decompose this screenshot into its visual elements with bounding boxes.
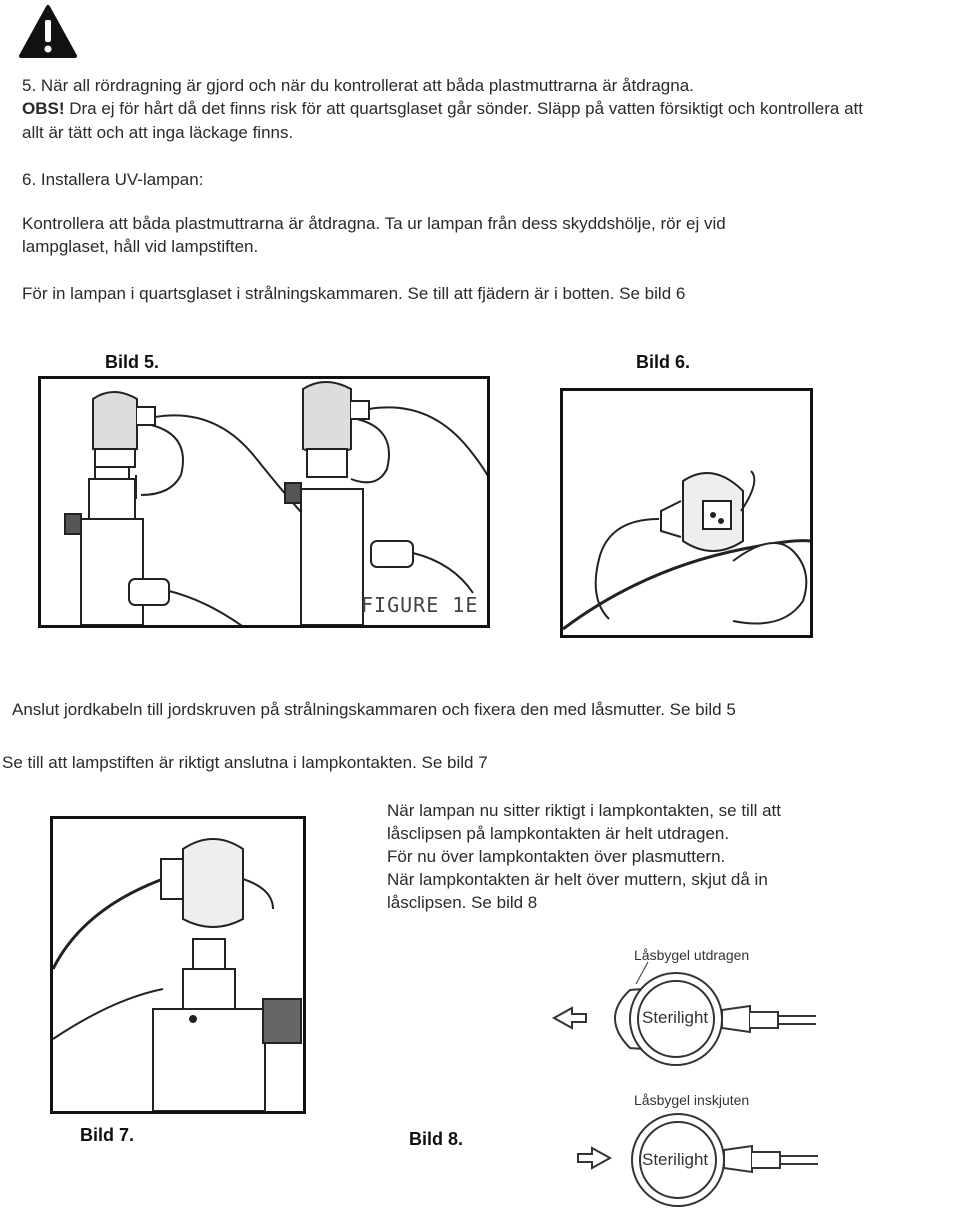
lasbygel-utdragen-label: Låsbygel utdragen — [634, 947, 750, 963]
bild7-caption: Bild 7. — [80, 1125, 135, 1145]
lockclip-line5: låsclipsen. Se bild 8 — [387, 893, 538, 912]
lasbygel-inskjuten-label: Låsbygel inskjuten — [634, 1092, 750, 1108]
figure-bild5 — [38, 376, 490, 628]
step5-line2 — [22, 97, 863, 120]
step6-heading: 6. Installera UV-lampan: — [22, 170, 204, 189]
figure-bild8-top — [548, 962, 828, 1072]
step6-para2: För in lampan i quartsglaset i strålningskammaren. Se till att fjädern är i botten. Se bild 6 — [22, 284, 686, 303]
step5-line1: 5. När all rördragning är gjord och när du kontrollerat att båda plastmuttrarna är åtdragna. — [22, 76, 694, 95]
lockclip-line2: låsclipsen på lampkontakten är helt utdragen. — [387, 824, 730, 843]
step6-para1-line1: Kontrollera att båda plastmuttrarna är åtdragna. Ta ur lampan från dess skyddshölje, rör ej vid — [22, 214, 726, 233]
bild5-caption: Bild 5. — [105, 352, 160, 372]
sterilight-label-2: Sterilight — [642, 1150, 709, 1169]
lockclip-line4: När lampkontakten är helt över muttern, skjut då in — [387, 870, 768, 889]
obs-label: OBS! — [22, 99, 65, 118]
lockclip-line1: När lampan nu sitter riktigt i lampkontakten, se till att — [387, 801, 781, 820]
figure-bild6 — [560, 388, 813, 638]
lockclip-line3: För nu över lampkontakten över plasmuttern. — [387, 847, 726, 866]
sterilight-label-1: Sterilight — [642, 1008, 709, 1027]
step6-para1-line2: lampglaset, håll vid lampstiften. — [22, 237, 259, 256]
figure-bild7 — [50, 816, 306, 1114]
step5-line2-text: Dra ej för hårt då det finns risk för att quartsglaset går sönder. Släpp på vatten försiktigt och kontrollera att — [64, 99, 863, 118]
ground-instruction: Anslut jordkabeln till jordskruven på strålningskammaren och fixera den med låsmutter. Se bild 5 — [12, 700, 736, 719]
step5-line3: allt är tätt och att inga läckage finns. — [22, 123, 294, 142]
figure1e-label: FIGURE 1E — [361, 593, 479, 617]
figure-bild8-bottom — [574, 1108, 828, 1208]
lamp-pins-instruction: Se till att lampstiften är riktigt anslutna i lampkontakten. Se bild 7 — [2, 753, 488, 772]
bild6-caption: Bild 6. — [636, 352, 691, 372]
bild8-caption: Bild 8. — [409, 1129, 464, 1149]
warning-triangle-icon — [18, 4, 78, 60]
